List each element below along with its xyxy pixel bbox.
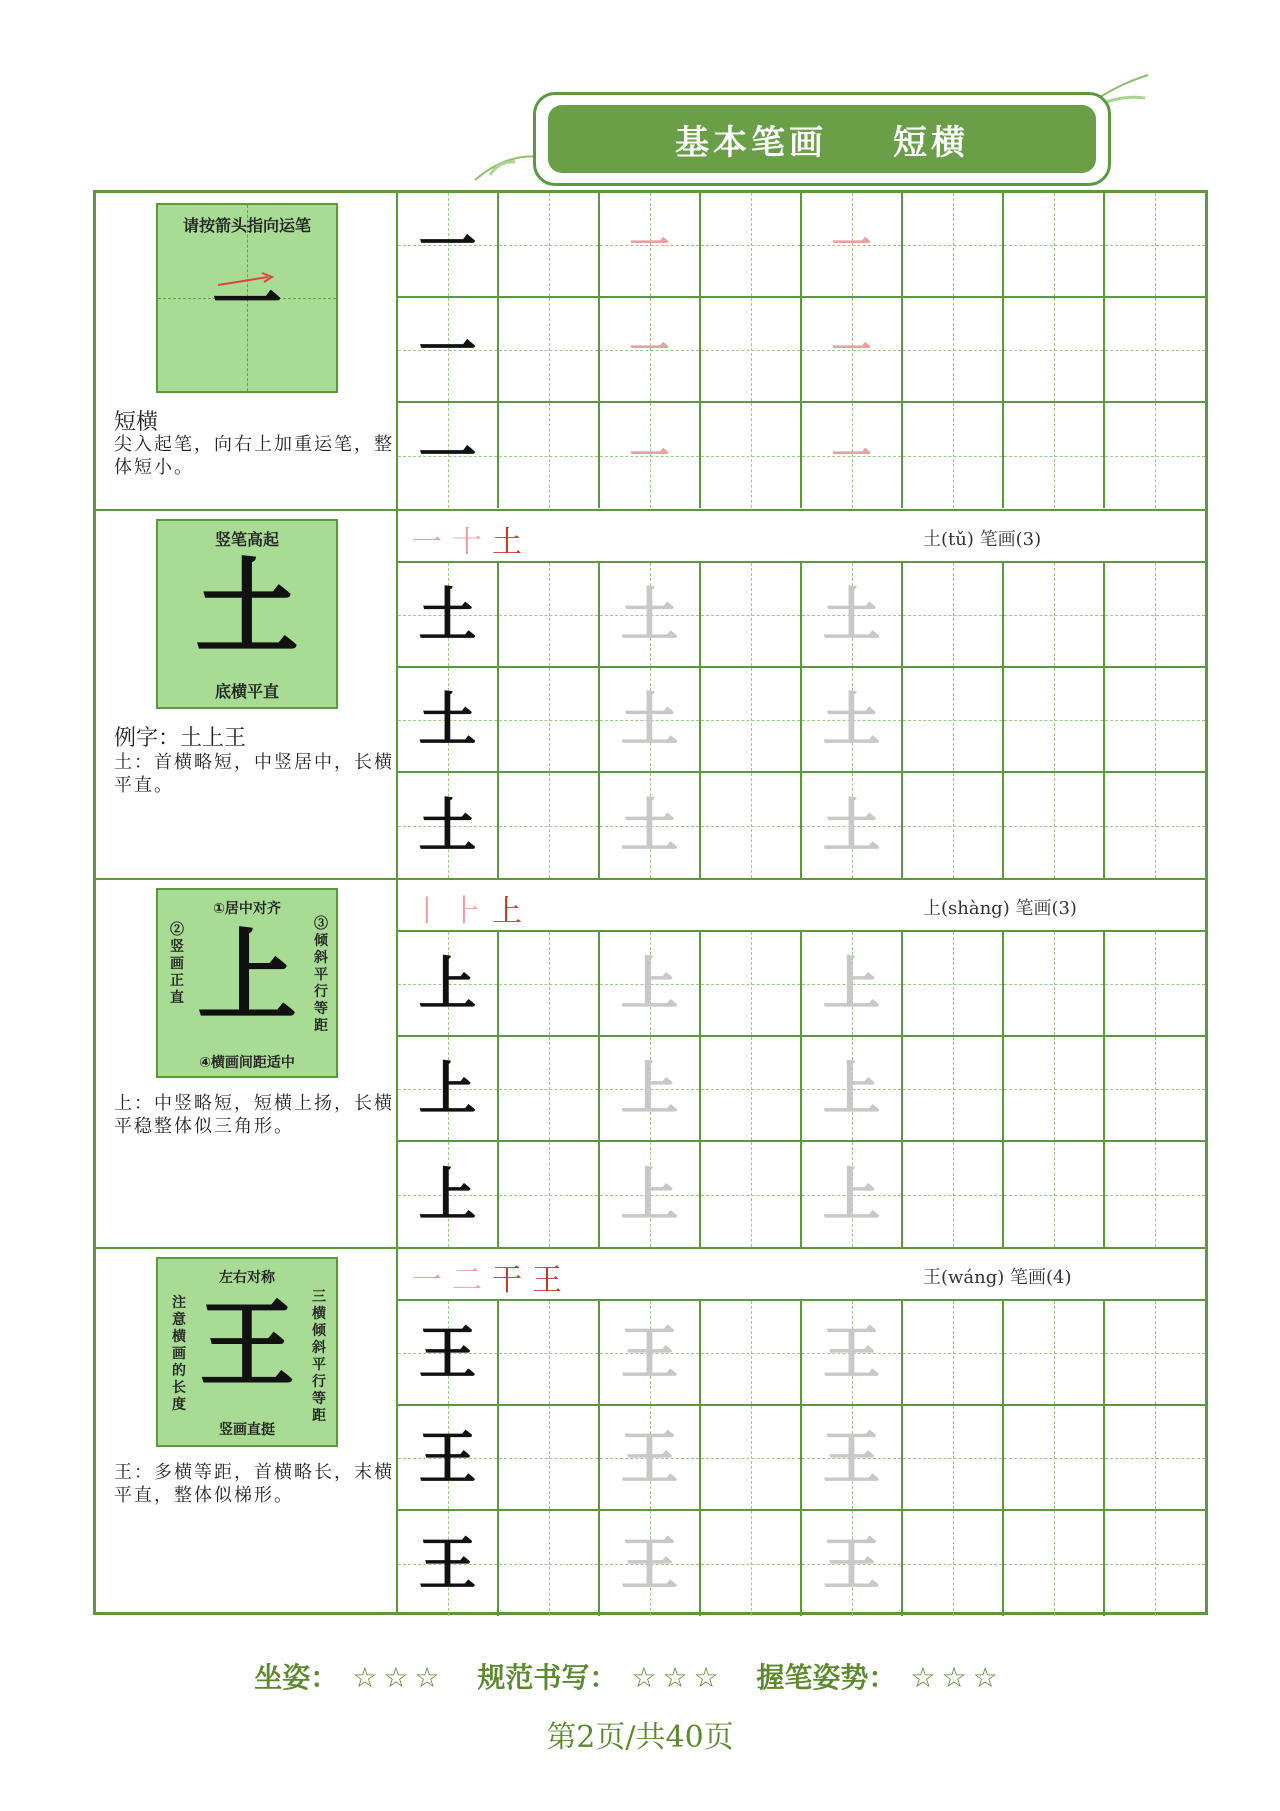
grid-cell[interactable] [701,773,802,878]
grid-cell[interactable] [398,563,499,668]
description-text: 王：多横等距，首横略长，末横平直，整体似梯形。 [114,1462,394,1506]
trace-char: 土 [822,580,881,649]
grid-cell[interactable] [600,773,701,878]
grid-cell[interactable] [398,1142,499,1247]
grid-row [398,1406,1205,1511]
demo-glyph: 一 [212,262,282,344]
trace-char: 上 [822,949,881,1018]
grid-cell[interactable] [1004,1037,1105,1142]
description-title: 例字：土上王 [114,726,247,751]
grid-cell[interactable] [499,563,600,668]
trace-char: 一 [831,325,872,373]
trace-char: 一 [831,431,872,479]
grid-cell[interactable] [398,1511,499,1616]
grid-row [398,1037,1205,1142]
stroke-order-row [398,511,1205,563]
grid-cell[interactable] [701,1406,802,1511]
grid-cell[interactable] [903,298,1004,403]
model-char: 上 [418,1160,477,1229]
section-left-panel [96,1249,398,1614]
section-left-panel [96,193,398,509]
grid-cell[interactable] [1105,563,1205,668]
grid-cell[interactable] [600,932,701,1037]
grid-cell[interactable] [600,403,701,508]
grid-cell[interactable] [701,403,802,508]
model-char: 土 [418,580,477,649]
grid-cell[interactable] [1105,403,1205,508]
stroke-order-row [398,1249,1205,1301]
description-text: 土：首横略短，中竖居中，长横平直。 [114,752,394,796]
grid-cell[interactable] [1105,932,1205,1037]
demo-glyph: 上 [197,918,297,1035]
grid-cell[interactable] [903,1406,1004,1511]
grid-row [398,298,1205,403]
grid-cell[interactable] [600,1037,701,1142]
grid-row [398,403,1205,508]
posture-label: 坐姿： [254,1661,339,1694]
grid-cell[interactable] [701,668,802,773]
demo-right-label: ③倾斜平行等距 [314,916,328,1034]
grid-row [398,193,1205,298]
demo-caption-bottom: 竖画直挺 [219,1422,275,1438]
grid-cell[interactable] [1004,1142,1105,1247]
stroke-step: 上 [492,894,528,929]
trace-char: 王 [620,1529,679,1598]
model-char: 上 [418,1054,477,1123]
grid-cell[interactable] [398,773,499,878]
demo-caption-bottom: 底横平直 [214,682,279,701]
trace-char: 一 [831,220,872,268]
trace-char: 一 [629,431,670,479]
grid-cell[interactable] [1004,193,1105,298]
grid-cell[interactable] [499,1301,600,1406]
grid-cell[interactable] [802,668,903,773]
grid-cell[interactable] [398,932,499,1037]
grid-cell[interactable] [1004,403,1105,508]
trace-char: 上 [620,1054,679,1123]
stroke-sequence [412,886,532,930]
grid-cell[interactable] [903,1301,1004,1406]
stroke-order-row [398,880,1205,932]
grid-cell[interactable] [903,668,1004,773]
section-left-panel [96,511,398,880]
grid-cell[interactable] [398,403,499,508]
grid-cell[interactable] [1004,668,1105,773]
grid-cell[interactable] [701,1037,802,1142]
trace-char: 上 [620,1160,679,1229]
grid-row [398,773,1205,878]
banner-title-part1: 基本笔画 [675,122,827,163]
trace-char: 上 [620,949,679,1018]
grid-cell[interactable] [398,1037,499,1142]
grid-row [398,563,1205,668]
demo-box [156,1257,338,1447]
grid-cell[interactable] [1105,1037,1205,1142]
stroke-step: 土 [492,525,528,560]
trace-char: 土 [620,580,679,649]
grid-cell[interactable] [802,1301,903,1406]
grid-cell[interactable] [1105,1301,1205,1406]
grid-cell[interactable] [600,1511,701,1616]
demo-box [156,203,338,393]
section-practice-grid [398,1249,1205,1614]
writing-label: 规范书写： [477,1661,618,1694]
grid-cell[interactable] [903,563,1004,668]
model-char: 王 [418,1318,477,1387]
model-char: 王 [418,1423,477,1492]
grid-cell[interactable] [802,403,903,508]
grid-cell[interactable] [600,193,701,298]
grid-cell[interactable] [903,1511,1004,1616]
grid-cell[interactable] [701,1511,802,1616]
grid-cell[interactable] [701,1301,802,1406]
grid-cell[interactable] [1004,932,1105,1037]
grip-label: 握笔姿势： [756,1661,897,1694]
grid-cell[interactable] [499,1037,600,1142]
grid-cell[interactable] [499,298,600,403]
model-char: 一 [418,210,477,279]
grid-cell[interactable] [499,193,600,298]
section-practice-grid [398,193,1205,509]
grid-row [398,1301,1205,1406]
grid-cell[interactable] [499,668,600,773]
demo-left-label: 注意横画的长度 [172,1295,186,1413]
grid-cell[interactable] [903,193,1004,298]
model-char: 上 [418,949,477,1018]
grid-cell[interactable] [903,1142,1004,1247]
stroke-step: 丨 [412,894,448,929]
grid-cell[interactable] [701,932,802,1037]
stroke-step: 王 [532,1263,568,1298]
grid-cell[interactable] [701,298,802,403]
grid-cell[interactable] [1004,773,1105,878]
trace-char: 土 [620,685,679,754]
grid-cell[interactable] [600,563,701,668]
stroke-step: 十 [452,525,488,560]
posture-stars[interactable]: ☆☆☆ [352,1661,446,1694]
trace-char: 王 [620,1318,679,1387]
banner-title-part2: 短横 [893,122,969,163]
pinyin-stroke-count: 土(tǔ) 笔画(3) [923,529,1042,550]
grid-cell[interactable] [499,1142,600,1247]
description-text: 尖入起笔，向右上加重运笔，整体短小。 [114,434,394,478]
writing-stars[interactable]: ☆☆☆ [631,1661,725,1694]
stroke-step: ⼀ [412,1263,448,1298]
grid-cell[interactable] [600,1142,701,1247]
stroke-step: 二 [452,1263,488,1298]
grid-cell[interactable] [802,193,903,298]
demo-glyph: 土 [194,547,299,669]
trace-char: 王 [822,1423,881,1492]
model-char: 土 [418,791,477,860]
grid-cell[interactable] [802,932,903,1037]
trace-char: 一 [629,325,670,373]
grid-row [398,932,1205,1037]
grid-cell[interactable] [499,1511,600,1616]
description-title: 短横 [114,410,159,435]
demo-caption-bottom: ④横画间距适中 [199,1055,295,1071]
self-rating-row [0,1656,1280,1696]
grid-row [398,1142,1205,1247]
section-char-shang [96,878,1205,1249]
demo-caption-top: 请按箭头指向运笔 [182,216,311,235]
section-stroke [96,193,1205,509]
section-practice-grid [398,880,1205,1249]
grid-cell[interactable] [600,668,701,773]
grid-cell[interactable] [600,1406,701,1511]
grid-cell[interactable] [903,1037,1004,1142]
section-char-wang [96,1247,1205,1614]
grid-cell[interactable] [1105,668,1205,773]
stroke-step: 干 [492,1263,528,1298]
grid-cell[interactable] [499,773,600,878]
grid-cell[interactable] [600,298,701,403]
grid-cell[interactable] [1004,1511,1105,1616]
section-practice-grid [398,511,1205,880]
demo-caption-top: 竖笔高起 [214,530,279,549]
arrow-icon [216,271,280,291]
trace-char: 王 [822,1318,881,1387]
section-char-tu [96,509,1205,880]
pinyin-stroke-count: 王(wáng) 笔画(4) [923,1267,1072,1288]
grid-cell[interactable] [1004,1301,1105,1406]
trace-char: 王 [620,1423,679,1492]
grid-cell[interactable] [398,1406,499,1511]
grid-row [398,668,1205,773]
grid-cell[interactable] [600,1301,701,1406]
grid-cell[interactable] [1004,1406,1105,1511]
grid-cell[interactable] [398,193,499,298]
practice-sheet [93,190,1208,1615]
demo-glyph: 王 [199,1289,295,1401]
stroke-sequence [412,1255,572,1299]
model-char: 土 [418,685,477,754]
grid-cell[interactable] [701,1142,802,1247]
grid-cell[interactable] [1105,298,1205,403]
grid-cell[interactable] [802,1406,903,1511]
grid-cell[interactable] [398,1301,499,1406]
trace-char: 一 [629,220,670,268]
page-number: 第2页/共40页 [546,1720,734,1755]
trace-char: 王 [822,1529,881,1598]
trace-char: 土 [822,685,881,754]
grid-cell[interactable] [398,298,499,403]
stroke-step: ⺊ [452,894,488,929]
model-char: 一 [418,421,477,490]
grid-cell[interactable] [499,1406,600,1511]
grid-cell[interactable] [903,932,1004,1037]
grid-cell[interactable] [1105,193,1205,298]
demo-box [156,888,338,1078]
grid-cell[interactable] [802,1037,903,1142]
trace-char: 土 [822,791,881,860]
demo-right-label: 三横倾斜平行等距 [312,1289,326,1424]
grid-cell[interactable] [1004,563,1105,668]
grip-stars[interactable]: ☆☆☆ [910,1661,1004,1694]
grid-cell[interactable] [1105,1142,1205,1247]
demo-caption-top: 左右对称 [219,1270,275,1286]
title-banner-inner [548,105,1096,173]
trace-char: 土 [620,791,679,860]
grid-cell[interactable] [802,773,903,878]
grid-cell[interactable] [903,403,1004,508]
grid-cell[interactable] [802,1142,903,1247]
grid-cell[interactable] [1105,1406,1205,1511]
grid-cell[interactable] [499,403,600,508]
grid-cell[interactable] [701,193,802,298]
model-char: 一 [418,315,477,384]
grid-cell[interactable] [1004,298,1105,403]
grid-cell[interactable] [499,932,600,1037]
trace-char: 上 [822,1160,881,1229]
demo-box [156,519,338,709]
stroke-sequence [412,517,532,561]
demo-left-label: ②竖画正直 [170,922,184,1006]
stroke-step: ⼀ [412,525,448,560]
grid-cell[interactable] [1105,1511,1205,1616]
pinyin-stroke-count: 上(shàng) 笔画(3) [923,898,1077,919]
description-text: 上：中竖略短，短横上扬，长横平稳整体似三角形。 [114,1093,394,1137]
grid-cell[interactable] [398,668,499,773]
grid-cell[interactable] [802,1511,903,1616]
grid-cell[interactable] [802,563,903,668]
trace-char: 上 [822,1054,881,1123]
grid-cell[interactable] [701,563,802,668]
grid-cell[interactable] [1105,773,1205,878]
demo-caption-top: ①居中对齐 [213,901,281,917]
section-left-panel [96,880,398,1249]
title-banner [533,92,1111,186]
grid-cell[interactable] [802,298,903,403]
grid-cell[interactable] [903,773,1004,878]
grid-row [398,1511,1205,1616]
model-char: 王 [418,1529,477,1598]
